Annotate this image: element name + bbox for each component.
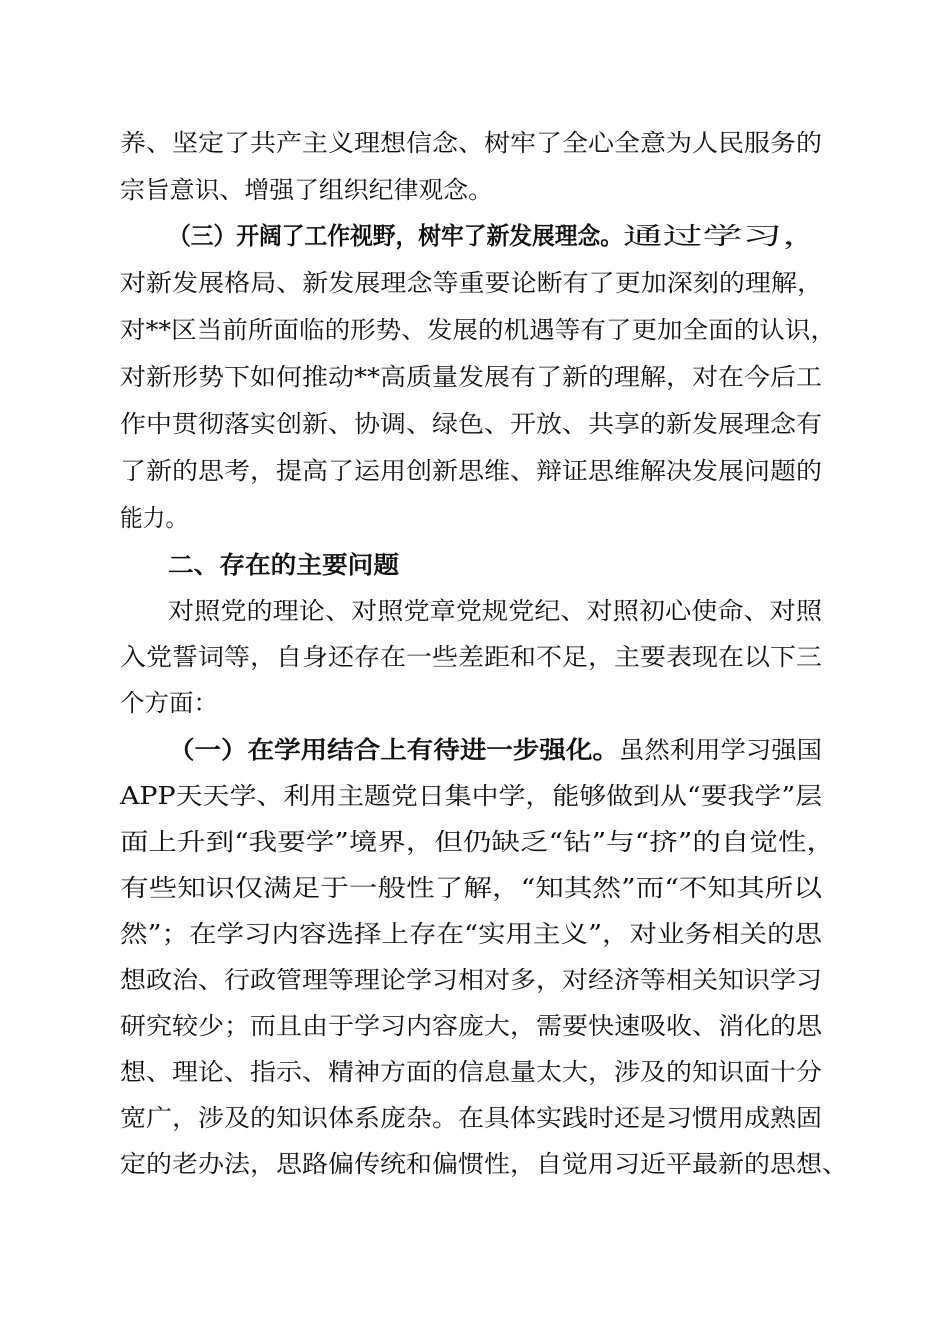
paragraph-text: 通过学习， xyxy=(623,222,822,250)
text-line xyxy=(0,123,950,163)
paragraph-text: 宗旨意识、增强了组织纪律观念。 xyxy=(120,176,493,204)
paragraph-text: 宽广，涉及的知识体系庞杂。在具体实践时还是习惯用成熟固 xyxy=(120,1104,822,1132)
text-line xyxy=(0,1052,950,1092)
paragraph-text: 对新发展格局、新发展理念等重要论断有了更加深刻的理解， xyxy=(120,269,824,297)
text-line xyxy=(0,451,950,491)
paragraph-text: 对**区当前所面临的形势、发展的机遇等有了更加全面的认识， xyxy=(120,316,837,344)
text-line xyxy=(0,914,950,954)
text-line xyxy=(0,960,950,1000)
paragraph-text: APP天天学、利用主题党日集中学，能够做到从“要我学”层 xyxy=(120,782,823,810)
text-line xyxy=(0,1098,950,1138)
paragraph-text: 了新的思考，提高了运用创新思维、辩证思维解决发展问题的 xyxy=(120,457,822,485)
bold-heading-text: 二、存在的主要问题 xyxy=(168,550,399,579)
paragraph-text: 入党誓词等，自身还存在一些差距和不足，主要表现在以下三 xyxy=(120,643,822,671)
text-line xyxy=(0,868,950,908)
paragraph-text: 能力。 xyxy=(120,504,188,532)
text-line xyxy=(0,822,950,862)
paragraph-text: 然”；在学习内容选择上存在“实用主义”，对业务相关的思 xyxy=(120,920,822,948)
text-line xyxy=(0,170,950,210)
text-line xyxy=(0,216,950,256)
paragraph-text: 对新形势下如何推动**高质量发展有了新的理解，对在今后工 xyxy=(120,363,822,391)
paragraph-text: 个方面： xyxy=(120,689,218,717)
paragraph-text: 面上升到“我要学”境界，但仍缺乏“钻”与“挤”的自觉性， xyxy=(120,828,835,856)
text-line xyxy=(0,730,950,770)
paragraph-text: 作中贯彻落实创新、协调、绿色、开放、共享的新发展理念有 xyxy=(120,410,822,438)
paragraph-text: 养、坚定了共产主义理想信念、树牢了全心全意为人民服务的 xyxy=(120,129,822,157)
text-line xyxy=(0,357,950,397)
text-line xyxy=(0,683,950,723)
paragraph-text: 研究较少；而且由于学习内容庞大，需要快速吸收、消化的思 xyxy=(120,1012,822,1040)
text-line xyxy=(0,591,950,631)
bold-heading-text: （一）在学用结合上有待进一步强化。 xyxy=(168,735,620,764)
paragraph-text: 定的老办法，思路偏传统和偏惯性，自觉用习近平最新的思想、 xyxy=(120,1150,848,1178)
text-line xyxy=(0,310,950,350)
paragraph-text: 对照党的理论、对照党章党规党纪、对照初心使命、对照 xyxy=(168,597,822,625)
paragraph-text: 想政治、行政管理等理论学习相对多，对经济等相关知识学习 xyxy=(120,966,822,994)
text-line xyxy=(0,1006,950,1046)
text-line xyxy=(0,404,950,444)
text-line xyxy=(0,498,950,538)
text-line xyxy=(0,263,950,303)
paragraph-text: 想、理论、指示、精神方面的信息量太大，涉及的知识面十分 xyxy=(120,1058,822,1086)
text-line xyxy=(0,545,950,585)
text-line xyxy=(0,1144,950,1184)
paragraph-text: 有些知识仅满足于一般性了解，“知其然”而“不知其所以 xyxy=(120,874,822,902)
text-line xyxy=(0,776,950,816)
bold-heading-text: （三）开阔了工作视野，树牢了新发展理念。 xyxy=(168,221,623,250)
text-line xyxy=(0,637,950,677)
paragraph-text: 虽然利用学习强国 xyxy=(619,736,823,764)
